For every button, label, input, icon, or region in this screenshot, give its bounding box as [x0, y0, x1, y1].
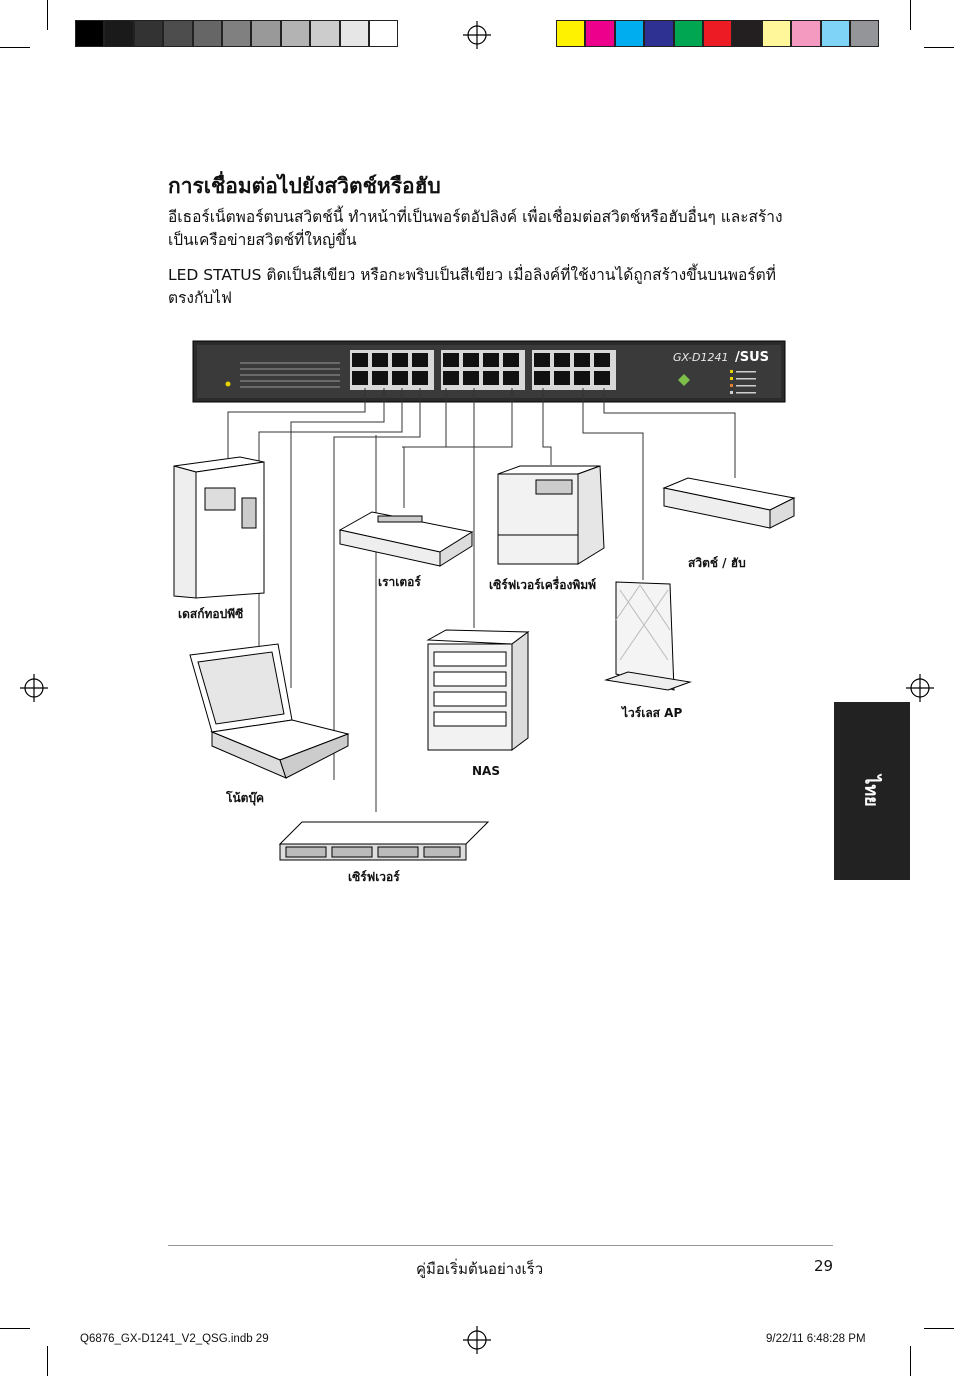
- slug-filename: Q6876_GX-D1241_V2_QSG.indb 29: [80, 1333, 269, 1345]
- ethernet-port: [372, 371, 388, 385]
- ethernet-port: [483, 353, 499, 367]
- ethernet-port: [574, 371, 590, 385]
- ethernet-port: [594, 353, 610, 367]
- footer-guide-title: คู่มือเริ่มต้นอย่างเร็ว: [416, 1260, 544, 1278]
- ethernet-port: [412, 353, 428, 367]
- ethernet-port: [503, 371, 519, 385]
- server-icon: [280, 822, 488, 860]
- led-status-paragraph: LED STATUS ติดเป็นสีเขียว หรือกะพริบเป็นสีเขียว เมื่อลิงค์ที่ใช้งานได้ถูกสร้างขึ้นบนพอร์ตที่ตรงกับไฟ: [168, 266, 776, 307]
- notebook-icon: [190, 644, 348, 778]
- printer-icon: [498, 466, 604, 564]
- power-led: [226, 382, 231, 387]
- ethernet-port: [463, 371, 479, 385]
- ethernet-port: [554, 371, 570, 385]
- ethernet-port: [594, 371, 610, 385]
- nas-label: NAS: [472, 764, 500, 778]
- server-label: เซิร์ฟเวอร์: [348, 870, 400, 884]
- ethernet-port: [392, 353, 408, 367]
- ethernet-port: [554, 353, 570, 367]
- section-title: การเชื่อมต่อไปยังสวิตช์หรือฮับ: [168, 174, 441, 198]
- page-number: 29: [814, 1257, 834, 1275]
- intro-paragraph: อีเธอร์เน็ตพอร์ตบนสวิตช์นี้ ทำหน้าที่เป็นพอร์ตอัปลิงค์ เพื่อเชื่อมต่อสวิตช์หรือฮับอื่นๆ และสร้างเป็นเครือข่ายสวิตช์ที่ใหญ่ขึ้น: [168, 208, 783, 249]
- router-icon: [340, 512, 472, 566]
- switch-model-label: GX-D1241: [673, 351, 729, 364]
- ethernet-port: [352, 353, 368, 367]
- notebook-label: โน้ตบุ๊ค: [226, 791, 265, 805]
- ethernet-port: [352, 371, 368, 385]
- slug-date: 9/22/11 6:48:28 PM: [766, 1333, 866, 1345]
- language-tab: [834, 702, 910, 880]
- ethernet-port: [534, 371, 550, 385]
- ethernet-port: [574, 353, 590, 367]
- ethernet-port: [534, 353, 550, 367]
- desktop-pc-icon: [174, 457, 264, 598]
- desktop-label: เดสก์ทอปพีซี: [178, 607, 244, 621]
- ethernet-port: [503, 353, 519, 367]
- footer-rule: [168, 1245, 833, 1246]
- ethernet-port: [463, 353, 479, 367]
- wireless-ap-icon: [606, 582, 690, 690]
- ethernet-port: [412, 371, 428, 385]
- ethernet-port: [483, 371, 499, 385]
- printer-label: เซิร์ฟเวอร์เครื่องพิมพ์: [489, 578, 597, 592]
- switch-brand-logo: /SUS: [735, 350, 770, 365]
- ethernet-port: [392, 371, 408, 385]
- ethernet-port: [443, 353, 459, 367]
- router-label: เราเตอร์: [378, 575, 421, 589]
- ethernet-port: [372, 353, 388, 367]
- language-tab-label: ไทย: [860, 775, 882, 807]
- ap-label: ไวร์เลส AP: [622, 706, 683, 720]
- nas-icon: [428, 630, 528, 750]
- hub-label: สวิตช์ / ฮับ: [688, 556, 746, 570]
- hub-icon: [664, 478, 794, 528]
- ethernet-port: [443, 371, 459, 385]
